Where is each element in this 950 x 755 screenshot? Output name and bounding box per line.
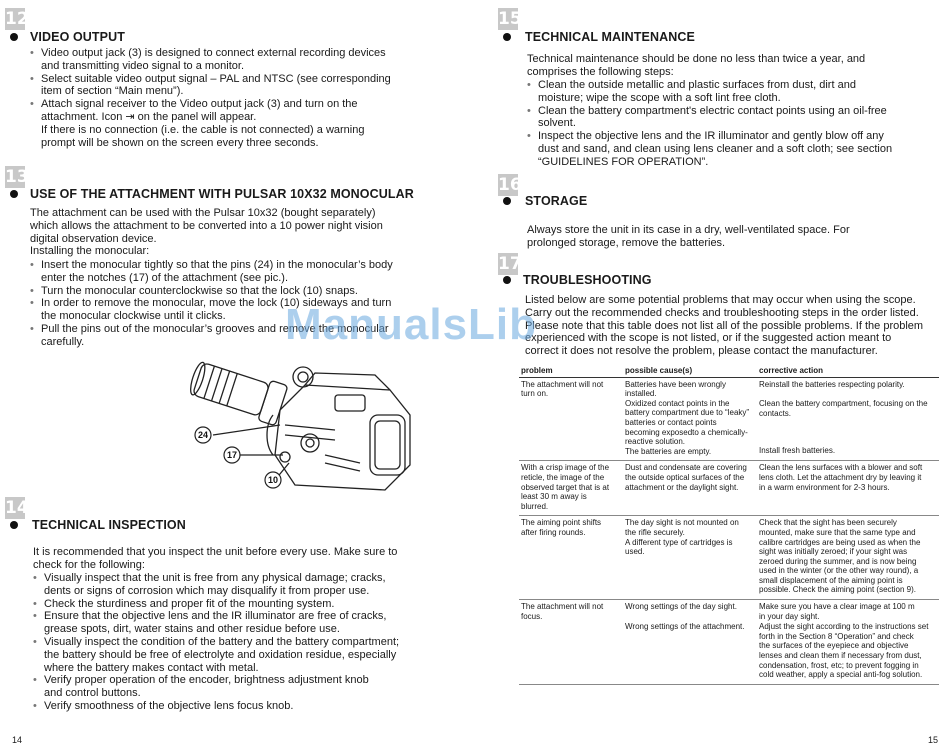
text-line: Always store the unit in its case in a dry, well-ventilated space. For [527,224,850,236]
text-line: The attachment can be used with the Pulsar 10x32 (bought separately) [30,207,376,219]
text-line: • Turn the monocular counterclockwise so that the lock (10) snaps. [41,284,358,297]
cell-action [757,516,939,600]
text-line: possible. Check the aiming point (section 9). [759,585,916,595]
column-header-cause: possible cause(s) [623,365,757,377]
list-item [33,636,473,674]
text-line: Install fresh batteries. [759,446,836,456]
cell-action [757,600,939,685]
text-line: Please note that this table does not list all of the possible problems. If the problem [525,319,924,332]
table-row [519,377,939,461]
section-number-12: 12 [5,9,29,29]
text-line: • Clean the battery compartment's electric contact points using an oil-free [538,104,887,117]
text-line: Reinstall the batteries respecting polarity. [759,379,905,389]
text-line: mounted, make sure that the same type and [759,527,916,537]
text-line: where the battery makes contact with metal. [44,661,259,674]
text-line: the rifle securely. [625,527,685,537]
cell-cause [623,377,757,461]
page-number-left: 14 [12,735,23,745]
text-line: observed target that is at [521,482,610,492]
video-output-list [30,47,470,149]
maintenance-steps-list [527,79,947,169]
list-item [527,130,947,168]
text-line: dust and sand, and clean using lens cleaner and a soft cloth; see section [538,142,893,155]
text-line: digital observation device. [30,232,157,245]
text-line: least 30 m away is [521,492,587,502]
text-line: carefully. [41,335,85,348]
troubleshooting-intro [525,294,950,358]
text-line: cold weather, apply a special anti-fog solution. [759,670,923,680]
text-line: With a crisp image of the [521,463,610,473]
text-line: which allows the attachment to be converted into a 10 power night vision [30,219,383,232]
table-row [519,516,939,600]
text-line: The attachment will not [521,379,604,389]
section-title-monocular: USE OF THE ATTACHMENT WITH PULSAR 10X32 MONOCULAR [30,187,414,201]
list-item [33,598,473,611]
text-line: zeroed during the summer, and is now being [759,556,917,566]
text-line: Check that the sight has been securely [759,518,897,528]
text-line: • Ensure that the objective lens and the IR illuminator are free of cracks, [44,610,387,623]
text-line: blurred. [521,501,549,511]
column-header-action: corrective action [757,365,939,377]
text-line: the monocular clockwise until it clicks. [41,310,226,323]
text-line: lenses and clean them if necessary from dust, [759,651,922,661]
list-item [33,610,473,636]
text-line: small displacement of the aiming point is [759,575,903,585]
section-number-13: 13 [5,167,29,187]
inspection-intro [33,546,473,572]
text-line: Dust and condensate are covering [625,463,747,473]
text-line: turn on. [521,389,549,399]
text-line: • Pull the pins out of the monocular’s grooves and remove the monocular [41,322,389,335]
text-line: • Check the sturdiness and proper fit of the mounting system. [44,597,335,610]
text-line: calibre cartridges are being used as when the [759,537,921,547]
list-item [30,259,470,285]
text-line: • Clean the outside metallic and plastic surfaces from dust, dirt and [538,79,856,91]
list-item [30,73,470,99]
bullet-dot-icon [10,33,18,41]
text-line: check for the following: [33,558,145,571]
text-line: “GUIDELINES FOR OPERATION”. [538,155,709,168]
list-item [30,98,470,149]
text-line: moisture; wipe the scope with a soft lint free cloth. [538,91,781,104]
text-line: comprises the following steps: [527,65,674,78]
cell-problem [519,377,623,461]
maintenance-intro [527,53,947,79]
watermark-logo: ManualsLib [285,300,538,349]
section-title-troubleshooting: TROUBLESHOOTING [523,273,652,287]
text-line: the outside optical surfaces of the [625,472,745,482]
text-line: A different type of cartridges is [625,537,733,547]
bullet-dot-icon [503,197,511,205]
text-line: • In order to remove the monocular, move the lock (10) sideways and turn [41,297,392,310]
text-line: condensation, frost, etc; to prevent fogging in [759,660,919,670]
text-line: Batteries have been wrongly [625,379,726,389]
storage-text [527,224,947,250]
cell-action [757,461,939,516]
text-line: grease spots, dirt, water stains and other residue before use. [44,623,340,636]
text-line: The batteries are empty. [625,446,712,456]
text-line: item of section “Main menu”). [41,85,184,98]
table-header-row [519,365,939,377]
column-header-problem: problem [519,365,623,377]
cell-cause [623,516,757,600]
section-number-15: 15 [498,9,522,29]
text-line: attachment. Icon ⇥ on the panel will appear. [41,110,257,123]
text-line: correct it does not resolve the problem, please contact the manufacturer. [525,345,878,358]
text-line: lens cloth. Let the attachment dry by leaving it [759,472,922,482]
inspection-checklist [33,572,473,713]
page-number-right: 15 [927,735,938,745]
list-item [30,323,470,349]
section-number-14: 14 [5,498,29,518]
section-number-16: 16 [498,175,522,195]
list-item [30,285,470,298]
monocular-steps-list [30,259,470,349]
text-line: • Insert the monocular tightly so that the pins (24) in the monocular’s body [41,259,393,271]
text-line: dents or signs of corrosion which may disqualify it from proper use. [44,584,370,597]
text-line: The day sight is not mounted on [625,518,739,528]
text-line: in your day sight. [759,611,820,621]
cell-problem [519,461,623,516]
text-line: used in the winter (or the other way round), a [759,566,919,576]
text-line: and control buttons. [44,687,141,700]
text-line: The attachment will not [521,602,604,612]
monocular-attachment-illustration [185,355,425,500]
text-line: Listed below are some potential problems that may occur when using the scope. [525,294,916,306]
text-line: • Visually inspect that the unit is free from any physical damage; cracks, [44,572,386,584]
text-line: prolonged storage, remove the batteries. [527,236,726,249]
text-line: Adjust the sight according to the instructions set [759,622,929,632]
list-item [33,572,473,598]
text-line: Wrong settings of the attachment. [625,621,745,631]
text-line: If there is no connection (i.e. the cable is not connected) a warning [41,123,365,136]
text-line: batteries or contact points [625,417,717,427]
list-item [33,700,473,713]
text-line: Clean the lens surfaces with a blower and soft [759,463,923,473]
bullet-dot-icon [10,190,18,198]
text-line: the surfaces of the eyepiece and objective [759,641,909,651]
cell-problem [519,516,623,600]
text-line: Wrong settings of the day sight. [625,602,737,612]
callout-label-24: 24 [197,430,209,440]
list-item [527,105,947,131]
section-title-technical-inspection: TECHNICAL INSPECTION [32,518,186,532]
text-line: • Verify proper operation of the encoder, brightness adjustment knob [44,674,369,687]
text-line: becoming exposedto a chemically- [625,427,748,437]
section-title-storage: STORAGE [525,194,588,208]
text-line: in a warm environment for 2-3 hours. [759,482,890,492]
text-line: enter the notches (17) of the attachment (see pic.). [41,271,289,284]
cell-cause [623,600,757,685]
text-line: the battery should be free of electrolyte and oxidation residue, especially [44,648,397,661]
text-line: experienced with the scope is not listed, or if the suggested action meant to [525,332,892,345]
troubleshooting-table [519,365,939,685]
text-line: • Video output jack (3) is designed to connect external recording devices [41,47,386,59]
text-line: Oxidized contact points in the [625,398,730,408]
text-line: battery compartment due to “leaky” [625,408,750,418]
callout-label-10: 10 [267,475,279,485]
text-line: • Visually inspect the condition of the battery and the battery compartment; [44,635,400,648]
list-item [30,47,470,73]
section-title-technical-maintenance: TECHNICAL MAINTENANCE [525,30,695,44]
callout-label-17: 17 [226,450,238,460]
cell-cause [623,461,757,516]
list-item [30,297,470,323]
text-line: • Attach signal receiver to the Video output jack (3) and turn on the [41,98,358,111]
list-item [527,79,947,105]
text-line: contacts. [759,408,792,418]
text-line: Make sure you have a clear image at 100 m [759,602,915,612]
text-line: after firing rounds. [521,527,586,537]
table-row [519,600,939,685]
text-line: installed. [625,389,657,399]
text-line: and transmitting video signal to a monitor. [41,59,245,72]
bullet-dot-icon [10,521,18,529]
text-line: reticle, the image of the [521,472,605,482]
cell-problem [519,600,623,685]
text-line: used. [625,547,645,557]
section-title-video-output: VIDEO OUTPUT [30,30,125,44]
text-line: solvent. [538,117,576,130]
bullet-dot-icon [503,276,511,284]
list-item [33,674,473,700]
page-right [475,0,950,755]
text-line: focus. [521,611,543,621]
text-line: prompt will be shown on the screen every three seconds. [41,136,319,149]
monocular-intro [30,207,470,258]
cell-action [757,377,939,461]
text-line: sight was initially zeroed; if your sight was [759,547,908,557]
text-line: Technical maintenance should be done no less than twice a year, and [527,53,866,65]
bullet-dot-icon [503,33,511,41]
text-line: Installing the monocular: [30,245,150,258]
text-line: It is recommended that you inspect the unit before every use. Make sure to [33,546,398,558]
text-line: Clean the battery compartment, focusing on the [759,399,928,409]
text-line: The aiming point shifts [521,518,602,528]
text-line: reactive solution. [625,437,686,447]
text-line: attachment or the daylight sight. [625,482,739,492]
text-line: • Verify smoothness of the objective lens focus knob. [44,699,294,712]
section-number-17: 17 [498,254,522,274]
text-line: forth in the Section 8 “Operation” and check [759,631,914,641]
table-row [519,461,939,516]
text-line: • Inspect the objective lens and the IR illuminator and gently blow off any [538,130,884,143]
text-line: Carry out the recommended checks and troubleshooting steps in the order listed. [525,306,919,319]
text-line: • Select suitable video output signal – PAL and NTSC (see corresponding [41,72,391,85]
